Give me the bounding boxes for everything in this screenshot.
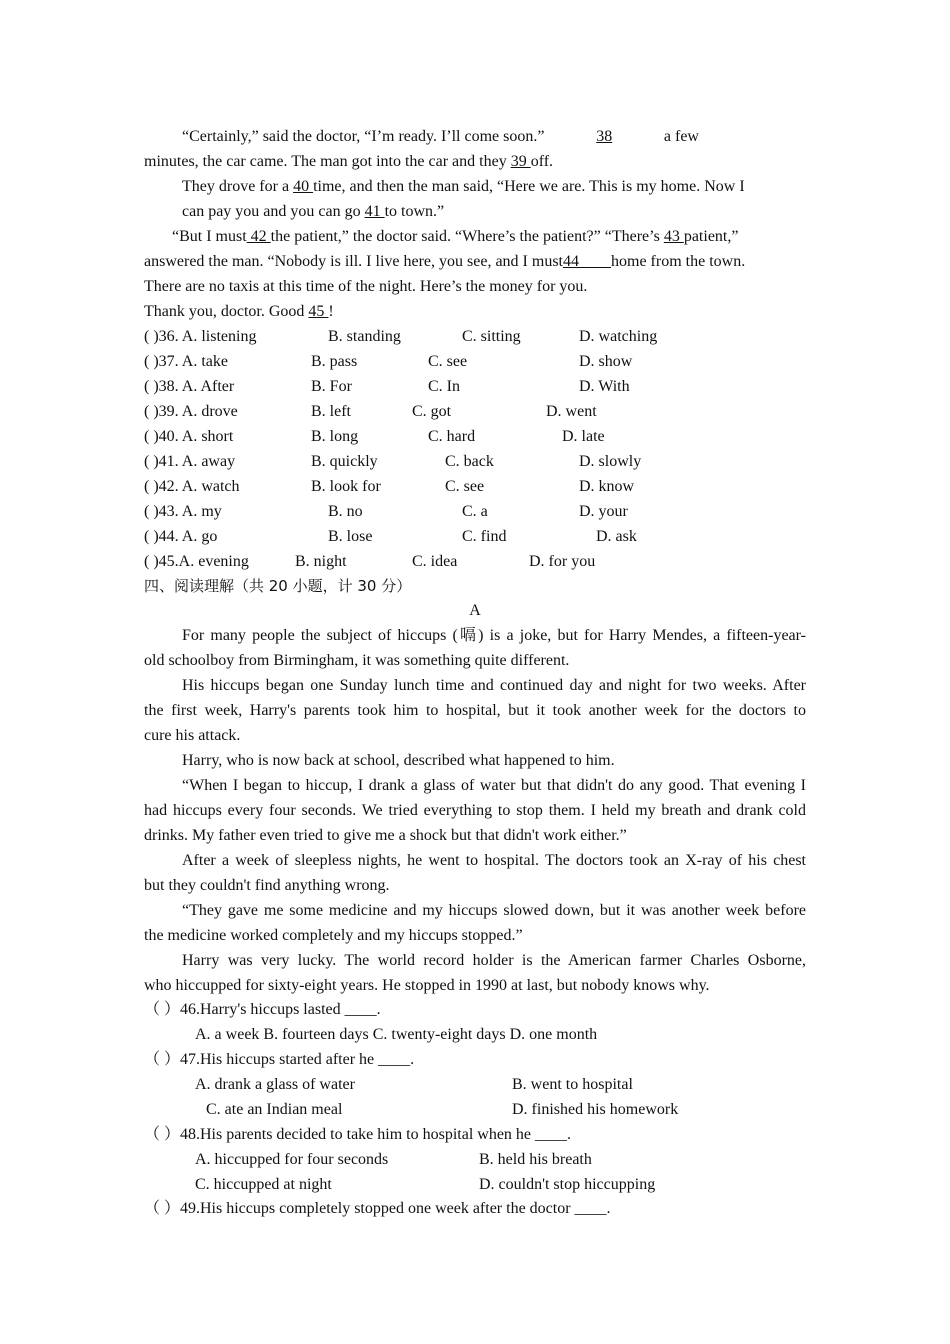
- cloze-text: time, and then the man said, “Here we are. This is my home. Now I: [313, 178, 745, 195]
- question-36-option-d: D. watching: [579, 328, 658, 345]
- passage-line: old schoolboy from Birmingham, it was something quite different.: [144, 652, 570, 669]
- question-42-option-c: C. see: [445, 478, 485, 495]
- passage-line: “When I began to hiccup, I drank a glass of water but that didn't do any good. That evening I: [182, 777, 806, 794]
- question-48-option-d: D. couldn't stop hiccupping: [479, 1176, 656, 1193]
- question-41-option-d: D. slowly: [579, 453, 642, 470]
- passage-line: His hiccups began one Sunday lunch time and continued day and night for two weeks. After: [182, 677, 806, 694]
- question-44-option-c: C. find: [462, 528, 507, 545]
- question-37-option-d: D. show: [579, 353, 633, 370]
- cloze-text: answered the man. “Nobody is ill. I live here, you see, and I must: [144, 253, 563, 270]
- cloze-line-8: [144, 302, 334, 322]
- cloze-text: Thank you, doctor. Good: [144, 303, 305, 320]
- blank-43: 43: [663, 228, 684, 245]
- cloze-text: patient,”: [683, 228, 739, 245]
- question-36-option-b: B. standing: [328, 328, 401, 345]
- question-48-option-c: C. hiccupped at night: [195, 1176, 332, 1193]
- question-36-number: ( )36. A. listening: [144, 328, 257, 345]
- cloze-text: home from the town.: [611, 253, 746, 270]
- question-38-option-c: C. In: [428, 378, 460, 395]
- question-37-option-b: B. pass: [311, 353, 358, 370]
- question-40-option-d: D. late: [562, 428, 605, 445]
- question-41-option-b: B. quickly: [311, 453, 378, 470]
- blank-41: 41: [364, 203, 385, 220]
- cloze-text: a few: [663, 128, 699, 145]
- cloze-line-6: [144, 252, 745, 272]
- question-39-option-d: D. went: [546, 403, 597, 420]
- question-46-stem: （ ）46.Harry's hiccups lasted ____.: [144, 1001, 381, 1018]
- question-45-option-b: B. night: [295, 553, 347, 570]
- blank-38: 38: [596, 128, 613, 145]
- cloze-text: to town.”: [384, 203, 445, 220]
- passage-line: the medicine worked completely and my hiccups stopped.”: [144, 927, 523, 944]
- question-48-option-a: A. hiccupped for four seconds: [195, 1151, 389, 1168]
- passage-line: but they couldn't find anything wrong.: [144, 877, 390, 894]
- question-42-number: ( )42. A. watch: [144, 478, 240, 495]
- passage-line: For many people the subject of hiccups (嗝) is a joke, but for Harry Mendes, a fifteen-year-: [182, 627, 806, 644]
- passage-line: had hiccups every four seconds. We tried everything to stop them. I held my breath and drank cold: [144, 802, 806, 819]
- question-39-number: ( )39. A. drove: [144, 403, 238, 420]
- cloze-line-5: [172, 227, 738, 247]
- question-46-options: A. a week B. fourteen days C. twenty-eight days D. one month: [195, 1026, 598, 1043]
- passage-line: “They gave me some medicine and my hiccups slowed down, but it was another week before: [182, 902, 806, 919]
- question-43-option-b: B. no: [328, 503, 363, 520]
- question-39-option-c: C. got: [412, 403, 452, 420]
- question-49-stem: （ ）49.His hiccups completely stopped one week after the doctor ____.: [144, 1200, 611, 1217]
- passage-line: who hiccupped for sixty-eight years. He stopped in 1990 at last, but nobody knows why.: [144, 977, 710, 994]
- question-44-option-d: D. ask: [596, 528, 637, 545]
- cloze-line-2: [144, 152, 553, 172]
- question-42-option-b: B. look for: [311, 478, 381, 495]
- passage-line: the first week, Harry's parents took him to hospital, but it took another week for the doctors to: [144, 702, 806, 719]
- cloze-text: off.: [530, 153, 554, 170]
- question-41-option-c: C. back: [445, 453, 494, 470]
- cloze-text: “But I must: [172, 228, 247, 245]
- question-39-option-b: B. left: [311, 403, 351, 420]
- blank-44: 44: [563, 253, 611, 270]
- question-42-option-d: D. know: [579, 478, 635, 495]
- blank-42: 42: [246, 228, 271, 245]
- cloze-line-1: [182, 127, 699, 147]
- question-40-number: ( )40. A. short: [144, 428, 234, 445]
- cloze-text: can pay you and you can go: [182, 203, 361, 220]
- passage-line: drinks. My father even tried to give me a shock but that didn't work either.”: [144, 827, 627, 844]
- blank-40: 40: [293, 178, 314, 195]
- cloze-text: “Certainly,” said the doctor, “I’m ready. I’ll come soon.”: [182, 128, 545, 145]
- cloze-text: They drove for a: [182, 178, 290, 195]
- cloze-text: !: [328, 303, 334, 320]
- cloze-line-3: [182, 177, 745, 197]
- question-47-stem: （ ）47.His hiccups started after he ____.: [144, 1051, 415, 1068]
- question-43-number: ( )43. A. my: [144, 503, 222, 520]
- question-47-option-a: A. drank a glass of water: [195, 1076, 355, 1093]
- question-44-number: ( )44. A. go: [144, 528, 218, 545]
- question-45-number: ( )45.A. evening: [144, 553, 249, 570]
- cloze-text: the patient,” the doctor said. “Where’s the patient?” “There’s: [270, 228, 660, 245]
- question-47-option-c: C. ate an Indian meal: [206, 1101, 343, 1118]
- question-38-number: ( )38. A. After: [144, 378, 235, 395]
- question-47-option-d: D. finished his homework: [512, 1101, 679, 1118]
- question-38-option-b: B. For: [311, 378, 352, 395]
- passage-line: After a week of sleepless nights, he went to hospital. The doctors took an X-ray of his chest: [182, 852, 806, 869]
- question-44-option-b: B. lose: [328, 528, 373, 545]
- question-40-option-c: C. hard: [428, 428, 476, 445]
- blank-45: 45: [308, 303, 329, 320]
- cloze-line-4: [182, 202, 444, 222]
- question-38-option-d: D. With: [579, 378, 630, 395]
- question-45-option-c: C. idea: [412, 553, 458, 570]
- passage-line: Harry was very lucky. The world record holder is the American farmer Charles Osborne,: [182, 952, 806, 969]
- question-47-option-b: B. went to hospital: [512, 1076, 633, 1093]
- question-43-option-d: D. your: [579, 503, 628, 520]
- question-37-option-c: C. see: [428, 353, 468, 370]
- question-36-option-c: C. sitting: [462, 328, 521, 345]
- question-45-option-d: D. for you: [529, 553, 596, 570]
- passage-line: cure his attack.: [144, 727, 241, 744]
- question-41-number: ( )41. A. away: [144, 453, 236, 470]
- question-40-option-b: B. long: [311, 428, 359, 445]
- section-heading: 四、阅读理解（共 20 小题，计 30 分）: [144, 577, 412, 595]
- question-43-option-c: C. a: [462, 503, 488, 520]
- cloze-text: minutes, the car came. The man got into the car and they: [144, 153, 507, 170]
- blank-39: 39: [510, 153, 531, 170]
- passage-label: A: [469, 602, 481, 619]
- question-48-option-b: B. held his breath: [479, 1151, 592, 1168]
- passage-line: Harry, who is now back at school, described what happened to him.: [182, 752, 615, 769]
- question-48-stem: （ ）48.His parents decided to take him to hospital when he ____.: [144, 1126, 572, 1143]
- question-37-number: ( )37. A. take: [144, 353, 228, 370]
- cloze-line-7: There are no taxis at this time of the night. Here’s the money for you.: [144, 278, 588, 295]
